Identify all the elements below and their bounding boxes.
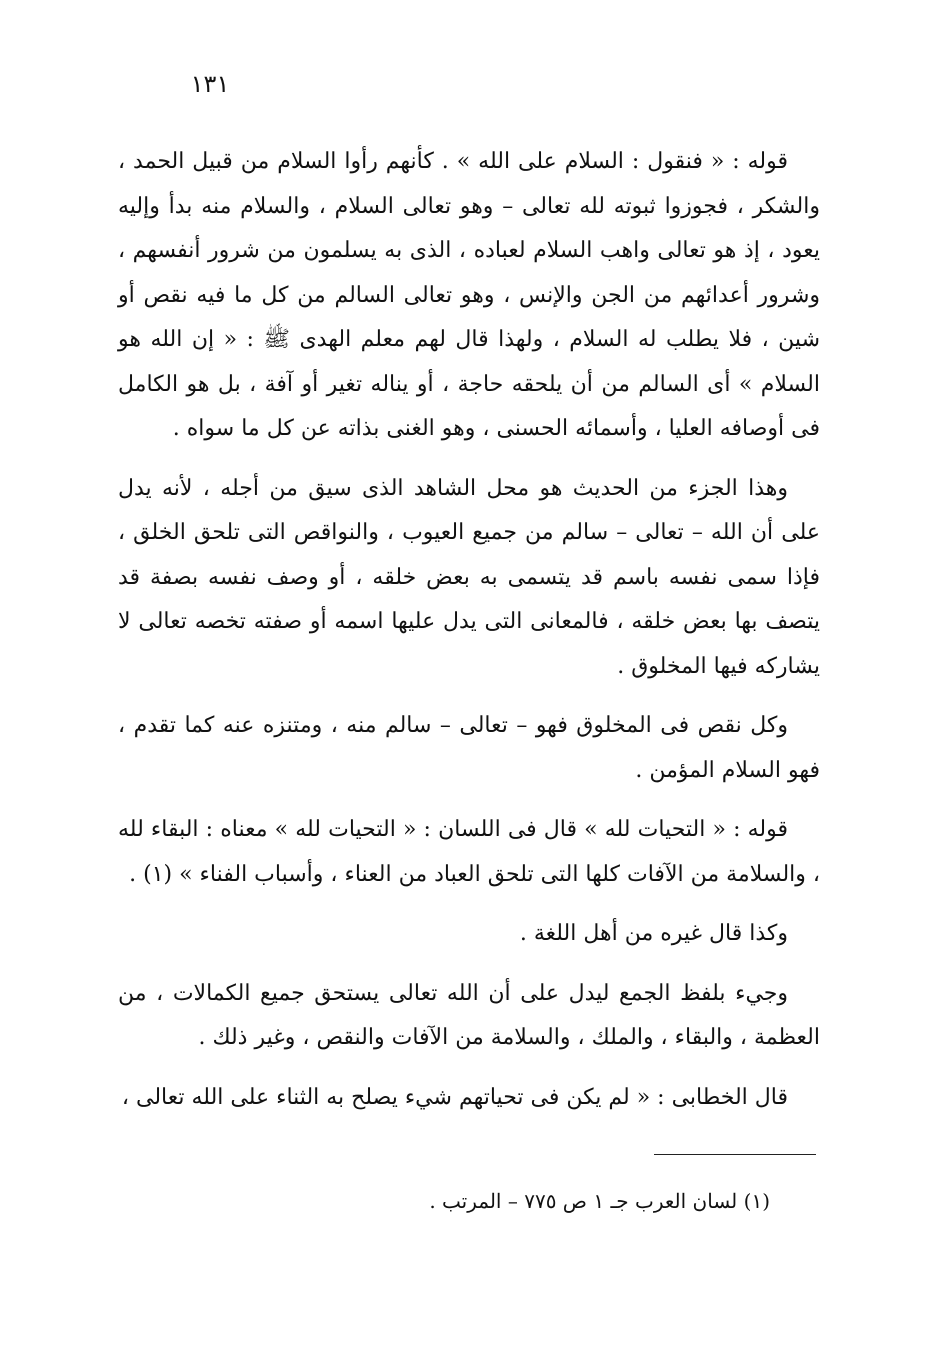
footnote: (١) لسان العرب جـ ١ ص ٧٧٥ – المرتب . [429, 1189, 770, 1213]
paragraph-1: قوله : « فنقول : السلام على الله » . كأنهم رأوا السلام من قبيل الحمد ، والشكر ، فجوزوا ثبوته لله تعالى – وهو تعالى السلام ، والسلام منه بدأ وإليه يعود ، إذ هو تعالى واهب السلام لعباده ، الذى به يسلمون من شرور أنفسهم ، وشرور أعدائهم من الجن والإنس ، وهو تعالى السالم من كل ما فيه نقص أو شين ، فلا يطلب له السلام ، ولهذا قال لهم معلم الهدى ﷺ : « إن الله هو السلام » أى السالم من أن يلحقه حاجة ، أو يناله تغير أو آفة ، بل هو الكامل فى أوصافه العليا ، وأسمائه الحسنى ، وهو الغنى بذاته عن كل ما سواه . [118, 149, 820, 441]
paragraph-6: وجيء بلفظ الجمع ليدل على أن الله تعالى يستحق جميع الكمالات ، من العظمة ، والبقاء ، والملك ، والسلامة من الآفات والنقص ، وغير ذلك . [118, 980, 820, 1050]
paragraph-3: وكل نقص فى المخلوق فهو – تعالى – سالم منه ، ومتنزه عنه كما تقدم ، فهو السلام المؤمن . [118, 713, 820, 783]
body-text [118, 140, 820, 1120]
paragraph-7: قال الخطابى : « لم يكن فى تحياتهم شيء يصلح به الثناء على الله تعالى ، [121, 1084, 788, 1110]
paragraph-4: قوله : « التحيات لله » قال فى اللسان : « التحيات لله » معناه : البقاء لله ، والسلامة من الآفات كلها التى تلحق العباد من العناء ، وأسباب الفناء » (١) . [118, 817, 820, 887]
paragraph-2: وهذا الجزء من الحديث هو محل الشاهد الذى سيق من أجله ، لأنه يدل على أن الله – تعالى – سالم من جميع العيوب ، والنواقص التى تلحق الخلق ، فإذا سمى نفسه باسم قد يتسمى به بعض خلقه ، أو وصف نفسه بصفة قد يتصف بها بعض خلقه ، فالمعانى التى يدل عليها اسمه أو صفته تخصه تعالى لا يشاركه فيها المخلوق . [118, 475, 820, 679]
footnote-divider [654, 1154, 816, 1155]
page-number: ١٣١ [190, 70, 230, 98]
paragraph-5: وكذا قال غيره من أهل اللغة . [519, 921, 788, 946]
